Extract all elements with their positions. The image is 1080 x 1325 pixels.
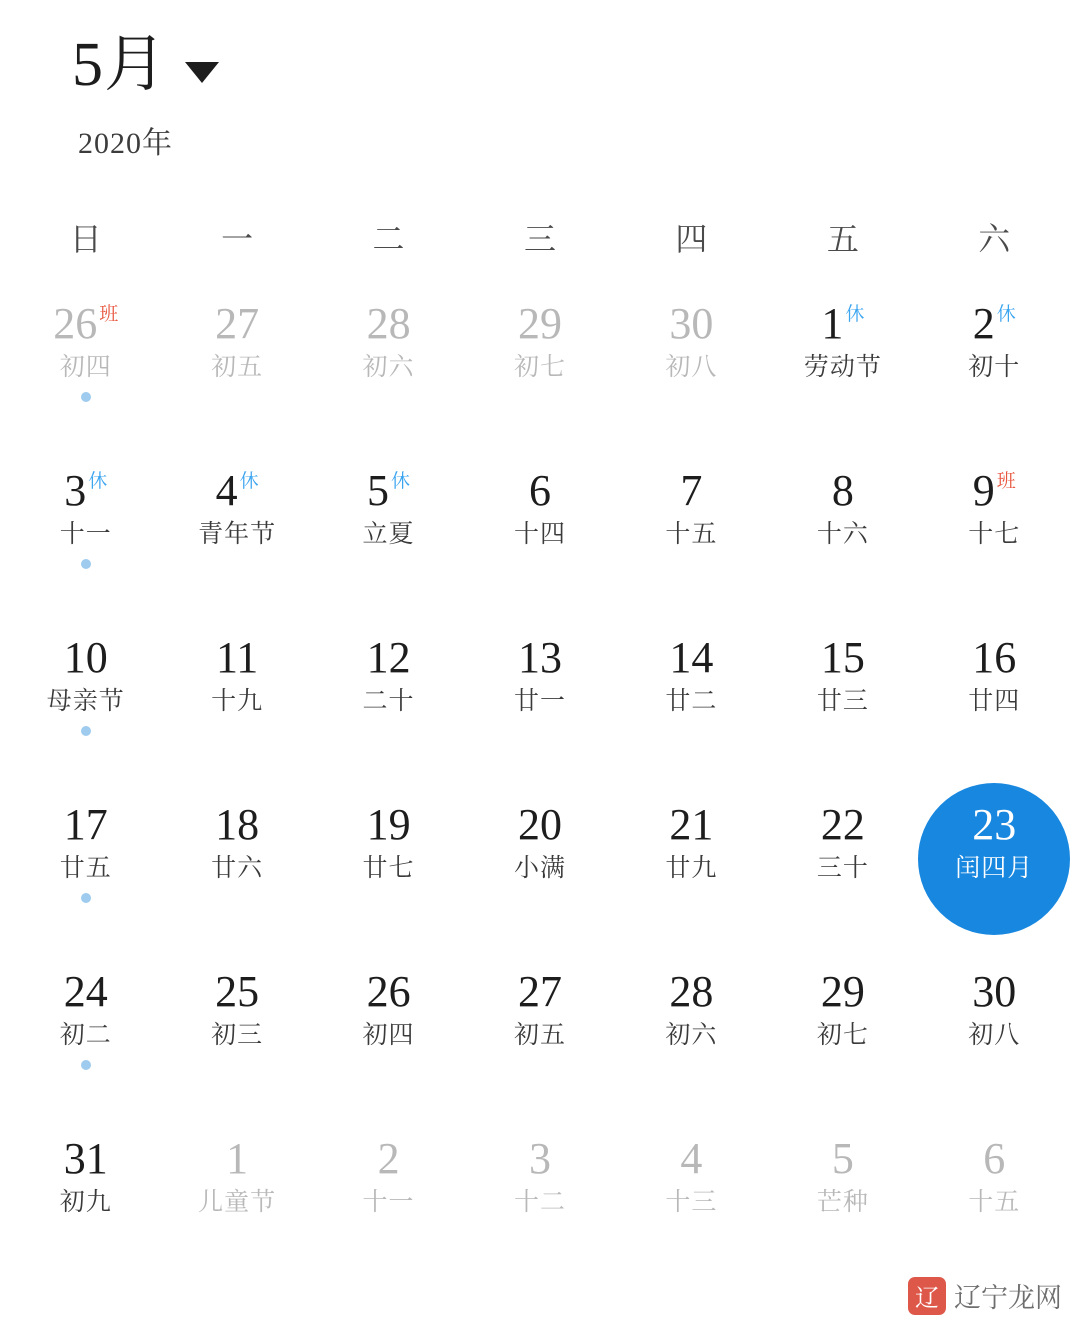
day-number: 28	[366, 299, 411, 348]
day-number-row	[973, 298, 1016, 350]
lunar-label: 初五	[211, 354, 264, 381]
day-number-row	[64, 632, 108, 684]
weekday-label: 三	[523, 221, 556, 257]
day-cell[interactable]	[919, 956, 1070, 1123]
day-number-row	[669, 298, 713, 350]
day-number-row	[64, 799, 108, 851]
day-number: 2	[972, 299, 995, 348]
day-cell[interactable]	[767, 622, 918, 789]
day-number-row	[378, 1133, 400, 1185]
lunar-label: 闰四月	[955, 855, 1034, 882]
lunar-label: 十三	[665, 1189, 718, 1216]
watermark-text: 辽宁龙网	[954, 1283, 1062, 1313]
day-cell[interactable]	[10, 622, 161, 789]
day-number-row	[226, 1133, 248, 1185]
lunar-label: 初七	[513, 354, 566, 381]
day-number: 26	[366, 967, 411, 1016]
day-cell[interactable]	[464, 455, 615, 622]
day-cell[interactable]	[10, 288, 161, 455]
weekday-label: 四	[675, 221, 708, 257]
watermark	[908, 1276, 1062, 1315]
day-cell[interactable]	[616, 1123, 767, 1290]
restday-badge: 休	[845, 304, 865, 325]
day-number: 21	[669, 800, 714, 849]
day-number-row	[518, 799, 562, 851]
day-number-row	[518, 298, 562, 350]
weekday-header-row	[0, 214, 1080, 260]
day-number-row	[216, 465, 259, 517]
day-cell[interactable]	[313, 455, 464, 622]
day-number-row	[64, 465, 107, 517]
restday-badge: 休	[88, 471, 108, 492]
restday-badge: 休	[391, 471, 411, 492]
lunar-label: 廿五	[59, 855, 112, 882]
watermark-badge: 辽	[908, 1277, 946, 1315]
day-cell[interactable]	[919, 789, 1070, 956]
day-number: 1	[821, 299, 844, 348]
day-cell[interactable]	[919, 288, 1070, 455]
day-number-row	[215, 966, 259, 1018]
day-number: 25	[215, 967, 260, 1016]
day-number-row	[367, 465, 410, 517]
day-cell[interactable]	[313, 956, 464, 1123]
day-number-row	[529, 1133, 551, 1185]
day-number: 27	[517, 967, 562, 1016]
day-cell[interactable]	[767, 455, 918, 622]
day-number-row	[64, 966, 108, 1018]
day-cell[interactable]	[161, 789, 312, 956]
day-number-row	[972, 799, 1016, 851]
day-cell[interactable]	[616, 622, 767, 789]
day-cell[interactable]	[767, 288, 918, 455]
day-cell[interactable]	[616, 956, 767, 1123]
day-number-row	[529, 465, 551, 517]
lunar-label: 十六	[816, 521, 869, 548]
day-number-row	[518, 966, 562, 1018]
day-number-row	[832, 1133, 854, 1185]
day-cell[interactable]	[616, 789, 767, 956]
day-number-row	[669, 799, 713, 851]
day-number: 29	[517, 299, 562, 348]
day-cell[interactable]	[313, 789, 464, 956]
lunar-label: 初五	[513, 1022, 566, 1049]
lunar-label: 十一	[59, 521, 112, 548]
day-number-row	[821, 298, 864, 350]
day-number-row	[215, 799, 259, 851]
day-number-row	[367, 966, 411, 1018]
lunar-label: 十二	[513, 1189, 566, 1216]
lunar-label: 十九	[211, 688, 264, 715]
day-number-row	[821, 966, 865, 1018]
lunar-label: 三十	[816, 855, 869, 882]
day-cell[interactable]	[464, 1123, 615, 1290]
day-cell[interactable]	[10, 956, 161, 1123]
day-number: 8	[831, 466, 854, 515]
day-grid	[0, 288, 1080, 1290]
lunar-label: 母亲节	[46, 688, 125, 715]
lunar-label: 二十	[362, 688, 415, 715]
day-number-row	[518, 632, 562, 684]
day-number: 15	[820, 633, 865, 682]
lunar-label: 廿九	[665, 855, 718, 882]
day-number: 19	[366, 800, 411, 849]
day-number: 5	[831, 1134, 854, 1183]
lunar-label: 初六	[665, 1022, 718, 1049]
day-number-row	[973, 465, 1016, 517]
month-title: 5月	[72, 31, 168, 99]
lunar-label: 廿二	[665, 688, 718, 715]
weekday-label: 日	[69, 221, 102, 257]
day-number-row	[680, 1133, 702, 1185]
day-cell[interactable]	[161, 1123, 312, 1290]
lunar-label: 廿三	[816, 688, 869, 715]
day-cell[interactable]	[464, 288, 615, 455]
day-number: 5	[367, 466, 390, 515]
lunar-label: 初六	[362, 354, 415, 381]
day-number: 6	[983, 1134, 1006, 1183]
day-number: 20	[517, 800, 562, 849]
restday-badge: 休	[239, 471, 259, 492]
weekday-label: 一	[221, 221, 254, 257]
lunar-label: 初七	[816, 1022, 869, 1049]
lunar-label: 初八	[665, 354, 718, 381]
lunar-label: 十七	[968, 521, 1021, 548]
lunar-label: 廿七	[362, 855, 415, 882]
day-number-row	[669, 966, 713, 1018]
day-cell[interactable]	[161, 622, 312, 789]
lunar-label: 十五	[665, 521, 718, 548]
event-dot-icon	[81, 893, 91, 903]
day-number-row	[367, 799, 411, 851]
lunar-label: 廿六	[211, 855, 264, 882]
lunar-label: 初二	[59, 1022, 112, 1049]
day-cell[interactable]	[313, 622, 464, 789]
restday-badge: 休	[996, 304, 1016, 325]
lunar-label: 初十	[968, 354, 1021, 381]
day-number-row	[215, 298, 259, 350]
workday-badge: 班	[99, 304, 119, 325]
lunar-label: 初三	[211, 1022, 264, 1049]
calendar-header	[0, 0, 1080, 162]
lunar-label: 初四	[362, 1022, 415, 1049]
day-number: 9	[972, 466, 995, 515]
day-number: 23	[972, 800, 1017, 849]
day-number-row	[53, 298, 118, 350]
day-number: 3	[528, 1134, 551, 1183]
year-label: 2020年	[78, 127, 173, 160]
day-cell[interactable]	[919, 1123, 1070, 1290]
day-cell[interactable]	[313, 1123, 464, 1290]
lunar-label: 初四	[59, 354, 112, 381]
day-cell[interactable]	[464, 789, 615, 956]
day-number-row	[832, 465, 854, 517]
lunar-label: 十四	[513, 521, 566, 548]
lunar-label: 小满	[513, 855, 566, 882]
weekday-label: 二	[372, 221, 405, 257]
day-number-row	[216, 632, 258, 684]
lunar-label: 初八	[968, 1022, 1021, 1049]
day-number-row	[983, 1133, 1005, 1185]
day-number: 29	[820, 967, 865, 1016]
day-number-row	[669, 632, 713, 684]
day-cell[interactable]	[161, 455, 312, 622]
workday-badge: 班	[996, 471, 1016, 492]
day-cell[interactable]	[919, 455, 1070, 622]
day-number: 4	[215, 466, 238, 515]
day-number: 18	[215, 800, 260, 849]
day-cell[interactable]	[10, 455, 161, 622]
day-number-row	[367, 298, 411, 350]
day-cell[interactable]	[464, 622, 615, 789]
day-cell[interactable]	[767, 956, 918, 1123]
day-cell[interactable]	[616, 288, 767, 455]
day-cell[interactable]	[464, 956, 615, 1123]
day-number-row	[367, 632, 411, 684]
month-selector[interactable]	[72, 30, 1080, 100]
day-cell[interactable]	[767, 1123, 918, 1290]
day-number: 1	[226, 1134, 249, 1183]
weekday-label: 五	[826, 221, 859, 257]
day-number: 3	[64, 466, 87, 515]
lunar-label: 廿一	[513, 688, 566, 715]
lunar-label: 初九	[59, 1189, 112, 1216]
day-cell[interactable]	[616, 455, 767, 622]
day-number-row	[821, 632, 865, 684]
day-number: 22	[820, 800, 865, 849]
day-number: 24	[63, 967, 108, 1016]
day-cell[interactable]	[767, 789, 918, 956]
day-number: 27	[215, 299, 260, 348]
day-number: 30	[972, 967, 1017, 1016]
event-dot-icon	[81, 559, 91, 569]
day-cell[interactable]	[161, 956, 312, 1123]
chevron-down-icon[interactable]	[185, 62, 219, 83]
day-number-row	[972, 632, 1016, 684]
day-number-row	[972, 966, 1016, 1018]
day-number: 10	[63, 633, 108, 682]
day-number: 26	[53, 299, 98, 348]
day-number: 7	[680, 466, 703, 515]
day-cell[interactable]	[161, 288, 312, 455]
lunar-label: 立夏	[362, 521, 415, 548]
lunar-label: 劳动节	[803, 354, 882, 381]
day-number-row	[64, 1133, 108, 1185]
day-number: 4	[680, 1134, 703, 1183]
day-cell[interactable]	[10, 1123, 161, 1290]
day-number: 16	[972, 633, 1017, 682]
lunar-label: 儿童节	[198, 1189, 277, 1216]
day-number: 6	[528, 466, 551, 515]
lunar-label: 十一	[362, 1189, 415, 1216]
event-dot-icon	[81, 1060, 91, 1070]
lunar-label: 十五	[968, 1189, 1021, 1216]
day-number: 31	[63, 1134, 108, 1183]
lunar-label: 廿四	[968, 688, 1021, 715]
day-number: 13	[517, 633, 562, 682]
lunar-label: 青年节	[198, 521, 277, 548]
day-number: 11	[215, 633, 259, 682]
event-dot-icon	[81, 392, 91, 402]
lunar-label: 芒种	[816, 1189, 869, 1216]
day-cell[interactable]	[313, 288, 464, 455]
day-number: 14	[669, 633, 714, 682]
day-cell[interactable]	[10, 789, 161, 956]
day-number: 17	[63, 800, 108, 849]
day-number-row	[821, 799, 865, 851]
weekday-label: 六	[978, 221, 1011, 257]
event-dot-icon	[81, 726, 91, 736]
day-cell[interactable]	[919, 622, 1070, 789]
day-number: 2	[377, 1134, 400, 1183]
day-number: 12	[366, 633, 411, 682]
day-number: 28	[669, 967, 714, 1016]
day-number: 30	[669, 299, 714, 348]
day-number-row	[680, 465, 702, 517]
